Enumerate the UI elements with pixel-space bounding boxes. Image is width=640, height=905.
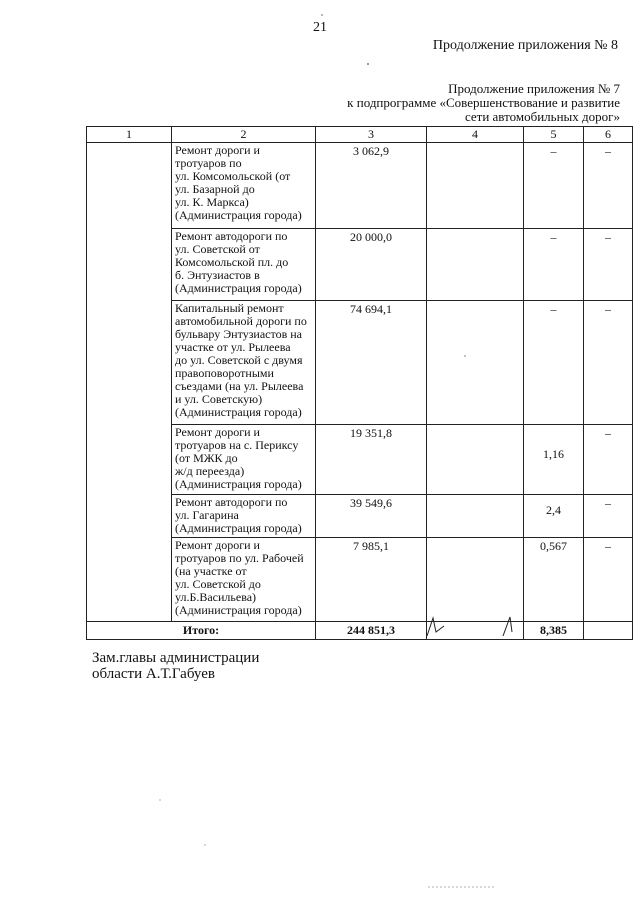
item-amount: 3 062,9	[316, 143, 427, 229]
item-col5: 0,567	[524, 538, 584, 622]
program-table	[86, 126, 633, 640]
item-description	[172, 425, 316, 495]
description-line: ул. Советской до	[175, 577, 261, 591]
description-line: ул. Советской от	[175, 242, 260, 256]
description-line: Комсомольской пл. до	[175, 255, 289, 269]
item-description	[172, 229, 316, 301]
item-description	[172, 143, 316, 229]
column-header-5: 5	[524, 127, 584, 143]
description-line: ул. Комсомольской (от	[175, 169, 291, 183]
total-label: Итого:	[87, 622, 316, 640]
item-col5: –	[524, 301, 584, 425]
item-col6: –	[584, 301, 633, 425]
description-line: (от МЖК до	[175, 451, 238, 465]
item-col4	[427, 538, 524, 622]
description-line: правоповоротными	[175, 366, 274, 380]
item-col5: –	[524, 143, 584, 229]
description-line: Ремонт автодороги по	[175, 495, 288, 509]
description-line: (Администрация города)	[175, 603, 302, 617]
item-col6: –	[584, 495, 633, 538]
total-col6	[584, 622, 633, 640]
description-line: Капитальный ремонт	[175, 301, 284, 315]
description-line: ул. Базарной до	[175, 182, 255, 196]
description-line: съездами (на ул. Рылеева	[175, 379, 304, 393]
column-header-2: 2	[172, 127, 316, 143]
description-line: тротуаров по ул. Рабочей	[175, 551, 304, 565]
description-line: Ремонт автодороги по	[175, 229, 288, 243]
item-col4	[427, 301, 524, 425]
description-line: и ул. Советскую)	[175, 392, 263, 406]
signature-name: области А.Т.Габуев	[92, 666, 215, 682]
item-description	[172, 538, 316, 622]
item-col4	[427, 495, 524, 538]
description-line: (на участке от	[175, 564, 247, 578]
item-col4	[427, 143, 524, 229]
description-line: Ремонт дороги и	[175, 538, 260, 552]
description-line: (Администрация города)	[175, 521, 302, 535]
item-amount: 20 000,0	[316, 229, 427, 301]
item-description	[172, 495, 316, 538]
item-col4	[427, 425, 524, 495]
continuation-7-line2: к подпрограмме «Совершенствование и развитие	[347, 95, 620, 110]
description-line: ул. Гагарина	[175, 508, 239, 522]
table-body	[87, 143, 633, 640]
item-amount: 39 549,6	[316, 495, 427, 538]
description-line: ж/д переезда)	[175, 464, 245, 478]
description-line: тротуаров на с. Периксу	[175, 438, 299, 452]
item-amount: 19 351,8	[316, 425, 427, 495]
row-blank-cell	[87, 143, 172, 622]
description-line: Ремонт дороги и	[175, 425, 260, 439]
description-line: (Администрация города)	[175, 405, 302, 419]
page-number: 21	[313, 20, 327, 35]
signature-block	[92, 650, 259, 682]
column-header-3: 3	[316, 127, 427, 143]
total-col5: 8,385	[524, 622, 584, 640]
item-description	[172, 301, 316, 425]
item-col5: 2,4	[524, 495, 584, 538]
item-col5: 1,16	[524, 425, 584, 495]
continuation-8-heading: Продолжение приложения № 8	[432, 38, 618, 53]
continuation-7-line3: сети автомобильных дорог»	[464, 109, 620, 124]
column-header-1: 1	[87, 127, 172, 143]
item-amount: 7 985,1	[316, 538, 427, 622]
total-col4	[427, 622, 524, 640]
total-row	[87, 622, 633, 640]
description-line: (Администрация города)	[175, 477, 302, 491]
total-amount: 244 851,3	[316, 622, 427, 640]
column-number-row	[87, 127, 633, 143]
description-line: (Администрация города)	[175, 208, 302, 222]
description-line: бульвару Энтузиастов на	[175, 327, 303, 341]
item-col6: –	[584, 538, 633, 622]
item-col6: –	[584, 229, 633, 301]
column-header-6: 6	[584, 127, 633, 143]
description-line: (Администрация города)	[175, 281, 302, 295]
item-col4	[427, 229, 524, 301]
table-row	[87, 143, 633, 229]
item-amount: 74 694,1	[316, 301, 427, 425]
item-col6: –	[584, 425, 633, 495]
description-line: ул. К. Маркса)	[175, 195, 249, 209]
description-line: б. Энтузиастов в	[175, 268, 260, 282]
continuation-7-line1: Продолжение приложения № 7	[448, 81, 620, 96]
description-line: автомобильной дороги по	[175, 314, 307, 328]
description-line: тротуаров по	[175, 156, 242, 170]
item-col5: –	[524, 229, 584, 301]
description-line: участке от ул. Рылеева	[175, 340, 291, 354]
item-col6: –	[584, 143, 633, 229]
continuation-7-heading	[347, 82, 620, 124]
signature-title: Зам.главы администрации	[92, 650, 260, 666]
description-line: Ремонт дороги и	[175, 143, 260, 157]
column-header-4: 4	[427, 127, 524, 143]
description-line: ул.Б.Васильева)	[175, 590, 257, 604]
description-line: до ул. Советской с двумя	[175, 353, 303, 367]
